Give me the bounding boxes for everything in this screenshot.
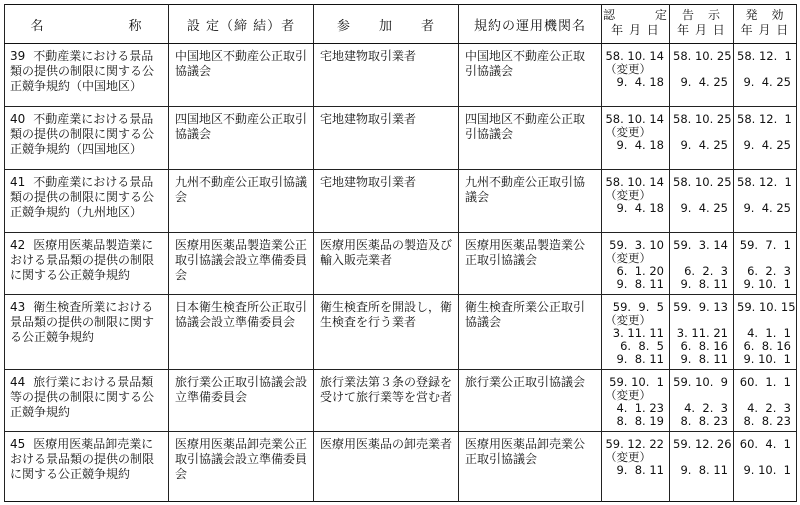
operator-cell: 中国地区不動産公正取引協議会 — [459, 44, 602, 107]
header-operator: 規約の運用機関名 — [459, 5, 602, 44]
effective-date-cell: 59. 7. 1 6. 2. 3 9. 10. 1 — [734, 233, 797, 295]
rule-name-cell — [5, 370, 169, 432]
header-certified: 認 定 年 月 日 — [602, 5, 670, 44]
operator-cell: 九州不動産公正取引協議会 — [459, 170, 602, 233]
operator-cell: 医療用医薬品製造業公正取引協議会 — [459, 233, 602, 295]
participant-cell: 宅地建物取引業者 — [314, 170, 459, 233]
effective-date-cell: 58. 12. 1 9. 4. 25 — [734, 107, 797, 170]
rule-name: 医療用医薬品製造業における景品類の提供の制限に関する公正競争規約 — [10, 238, 155, 282]
rule-number: 42 — [10, 238, 26, 252]
certified-date-cell: 59. 10. 1 （変更） 4. 1. 23 8. 8. 19 — [602, 370, 670, 432]
rule-name: 不動産業における景品類の提供の制限に関する公正競争規約（中国地区） — [10, 49, 155, 93]
table-row — [5, 295, 797, 370]
certified-date-cell: 59. 12. 22 （変更） 9. 8. 11 — [602, 432, 670, 502]
notified-date-cell: 59. 9. 13 3. 11. 21 6. 8. 16 9. 8. 11 — [670, 295, 734, 370]
table-row — [5, 170, 797, 233]
certified-date-cell: 59. 9. 5 （変更） 3. 11. 11 6. 8. 5 9. 8. 11 — [602, 295, 670, 370]
header-effective: 発 効 年 月 日 — [734, 5, 797, 44]
setter-cell: 医療用医薬品製造業公正取引協議会設立準備委員会 — [169, 233, 314, 295]
notified-date-cell: 59. 3. 14 6. 2. 3 9. 8. 11 — [670, 233, 734, 295]
notified-date-cell: 59. 10. 9 4. 2. 3 8. 8. 23 — [670, 370, 734, 432]
effective-date-cell: 59. 10. 15 4. 1. 1 6. 8. 16 9. 10. 1 — [734, 295, 797, 370]
notified-date-cell: 59. 12. 26 9. 8. 11 — [670, 432, 734, 502]
header-notified: 告 示 年 月 日 — [670, 5, 734, 44]
rule-name-cell — [5, 107, 169, 170]
table-row — [5, 370, 797, 432]
header-setter: 設 定（締 結）者 — [169, 5, 314, 44]
operator-cell: 医療用医薬品卸売業公正取引協議会 — [459, 432, 602, 502]
certified-date-cell: 59. 3. 10 （変更） 6. 1. 20 9. 8. 11 — [602, 233, 670, 295]
rule-number: 41 — [10, 175, 26, 189]
notified-date-cell: 58. 10. 25 9. 4. 25 — [670, 107, 734, 170]
table-row — [5, 233, 797, 295]
table-row — [5, 44, 797, 107]
fair-competition-rules-table — [4, 4, 797, 502]
rule-number: 45 — [10, 437, 26, 451]
certified-date-cell: 58. 10. 14 （変更） 9. 4. 18 — [602, 170, 670, 233]
table-row — [5, 107, 797, 170]
effective-date-cell: 60. 1. 1 4. 2. 3 8. 8. 23 — [734, 370, 797, 432]
rule-number: 43 — [10, 300, 26, 314]
rule-name: 不動産業における景品類の提供の制限に関する公正競争規約（九州地区） — [10, 175, 155, 219]
header-name: 名 称 — [5, 5, 169, 44]
participant-cell: 医療用医薬品の卸売業者 — [314, 432, 459, 502]
notified-date-cell: 58. 10. 25 9. 4. 25 — [670, 44, 734, 107]
rule-name-cell — [5, 170, 169, 233]
rule-name-cell — [5, 432, 169, 502]
setter-cell: 四国地区不動産公正取引協議会 — [169, 107, 314, 170]
rule-name: 不動産業における景品類の提供の制限に関する公正競争規約（四国地区） — [10, 112, 155, 156]
effective-date-cell: 58. 12. 1 9. 4. 25 — [734, 170, 797, 233]
rule-name: 旅行業における景品類等の提供の制限に関する公正競争規約 — [10, 375, 155, 419]
setter-cell: 九州不動産公正取引協議会 — [169, 170, 314, 233]
rule-number: 40 — [10, 112, 26, 126]
setter-cell: 日本衛生検査所公正取引協議会設立準備委員会 — [169, 295, 314, 370]
participant-cell: 旅行業法第３条の登録を受けて旅行業等を営む者 — [314, 370, 459, 432]
certified-date-cell: 58. 10. 14 （変更） 9. 4. 18 — [602, 44, 670, 107]
rule-name-cell — [5, 44, 169, 107]
participant-cell: 宅地建物取引業者 — [314, 107, 459, 170]
header-participant: 参 加 者 — [314, 5, 459, 44]
setter-cell: 旅行業公正取引協議会設立準備委員会 — [169, 370, 314, 432]
rule-name-cell — [5, 295, 169, 370]
rule-number: 44 — [10, 375, 26, 389]
operator-cell: 衛生検査所業公正取引協議会 — [459, 295, 602, 370]
rule-name-cell — [5, 233, 169, 295]
participant-cell: 医療用医薬品の製造及び輸入販売業者 — [314, 233, 459, 295]
rule-name: 衛生検査所業における景品類の提供の制限に関する公正競争規約 — [10, 300, 155, 344]
notified-date-cell: 58. 10. 25 9. 4. 25 — [670, 170, 734, 233]
setter-cell: 中国地区不動産公正取引協議会 — [169, 44, 314, 107]
table-row — [5, 432, 797, 502]
effective-date-cell: 58. 12. 1 9. 4. 25 — [734, 44, 797, 107]
rule-name: 医療用医薬品卸売業における景品類の提供の制限に関する公正競争規約 — [10, 437, 155, 481]
operator-cell: 四国地区不動産公正取引協議会 — [459, 107, 602, 170]
rule-number: 39 — [10, 49, 26, 63]
certified-date-cell: 58. 10. 14 （変更） 9. 4. 18 — [602, 107, 670, 170]
operator-cell: 旅行業公正取引協議会 — [459, 370, 602, 432]
setter-cell: 医療用医薬品卸売業公正取引協議会設立準備委員会 — [169, 432, 314, 502]
header-row — [5, 5, 797, 44]
participant-cell: 衛生検査所を開設し，衛生検査を行う業者 — [314, 295, 459, 370]
participant-cell: 宅地建物取引業者 — [314, 44, 459, 107]
effective-date-cell: 60. 4. 1 9. 10. 1 — [734, 432, 797, 502]
